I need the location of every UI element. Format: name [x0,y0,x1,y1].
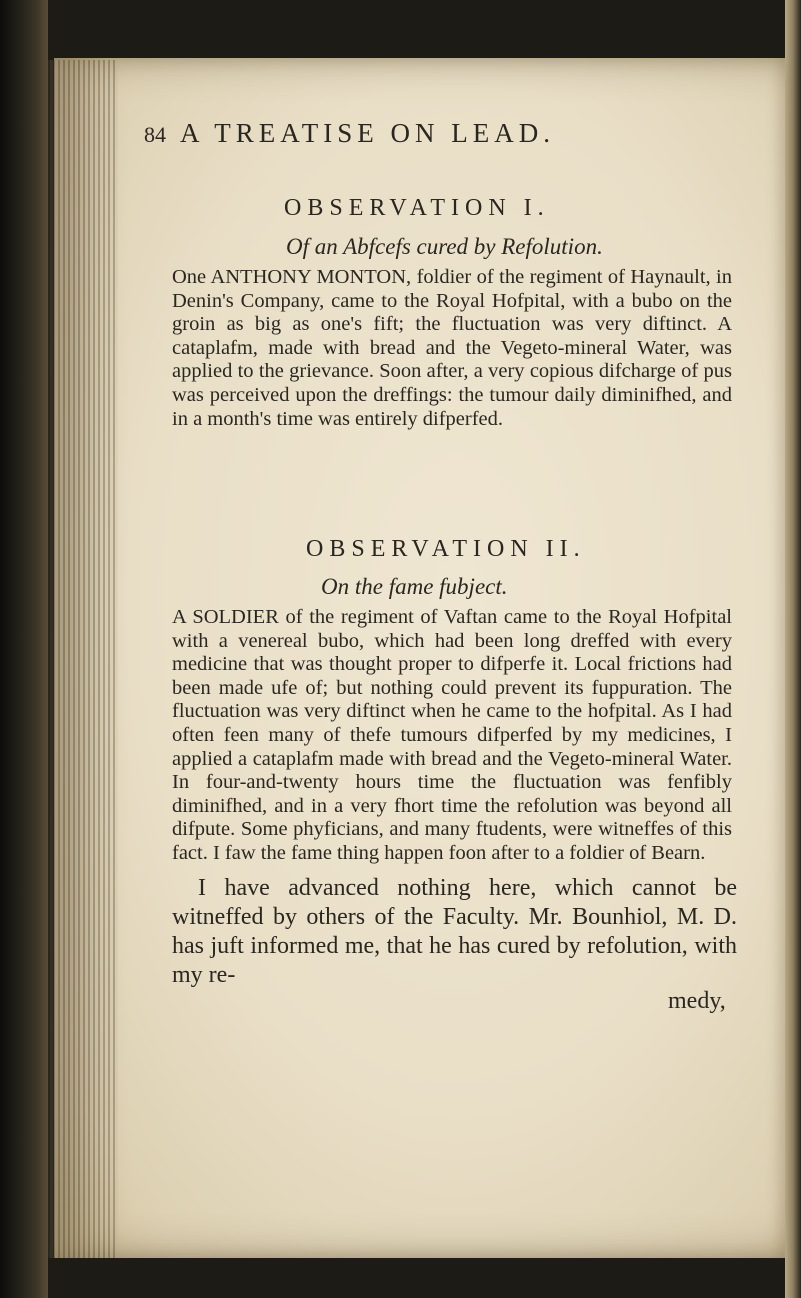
observation-2-heading: OBSERVATION II. [306,536,586,562]
page-number: 84 [144,122,166,147]
catchword: medy, [668,988,726,1014]
book-binding-edge [0,0,48,1298]
running-head-title: A TREATISE ON LEAD. [180,118,555,148]
page-gutter [48,60,118,1258]
running-head [144,118,704,154]
observation-1-subtitle: Of an Abfcefs cured by Refolution. [286,234,603,259]
closing-paragraph: I have advanced nothing here, which cannot be witneffed by others of the Faculty. Mr. Bounhiol, M. D. has juft informed me, that he has cured by refolution, with my re- [172,875,737,988]
page-right-edge [785,0,801,1298]
observation-1-text: One ANTHONY MONTON, foldier of the regiment of Haynault, in Denin's Company, came to the Royal Hofpital, with a bubo on the groin as big as one's fift; the fluctuation was very diftinct. A cataplafm, made with bread and the Vegeto-mineral Water, was applied to the grievance. Soon after, a very copious difcharge of pus was perceived upon the dreffings: the tumour daily diminifhed, and in a month's time was entirely difperfed. [172,266,732,430]
observation-2-subtitle: On the fame fubject. [321,574,508,599]
observation-2-text: A SOLDIER of the regiment of Vaftan came to the Royal Hofpital with a venereal bubo, which had been long dreffed with every medicine that was thought proper to difperfe it. Local frictions had been made ufe of; but nothing could prevent its fuppuration. The fluctuation was very diftinct when he came to the hofpital. As I had often feen many of thefe tumours difperfed by my medicines, I applied a cataplafm made with bread and the Vegeto-mineral Water. In four-and-twenty hours time the fluctuation was fenfibly diminifhed, and in a very fhort time the refolution was beyond all difpute. Some phyficians, and many ftudents, were witneffes of this fact. I faw the fame thing happen foon after to a foldier of Bearn. [172,606,732,864]
observation-1-heading: OBSERVATION I. [284,195,550,221]
